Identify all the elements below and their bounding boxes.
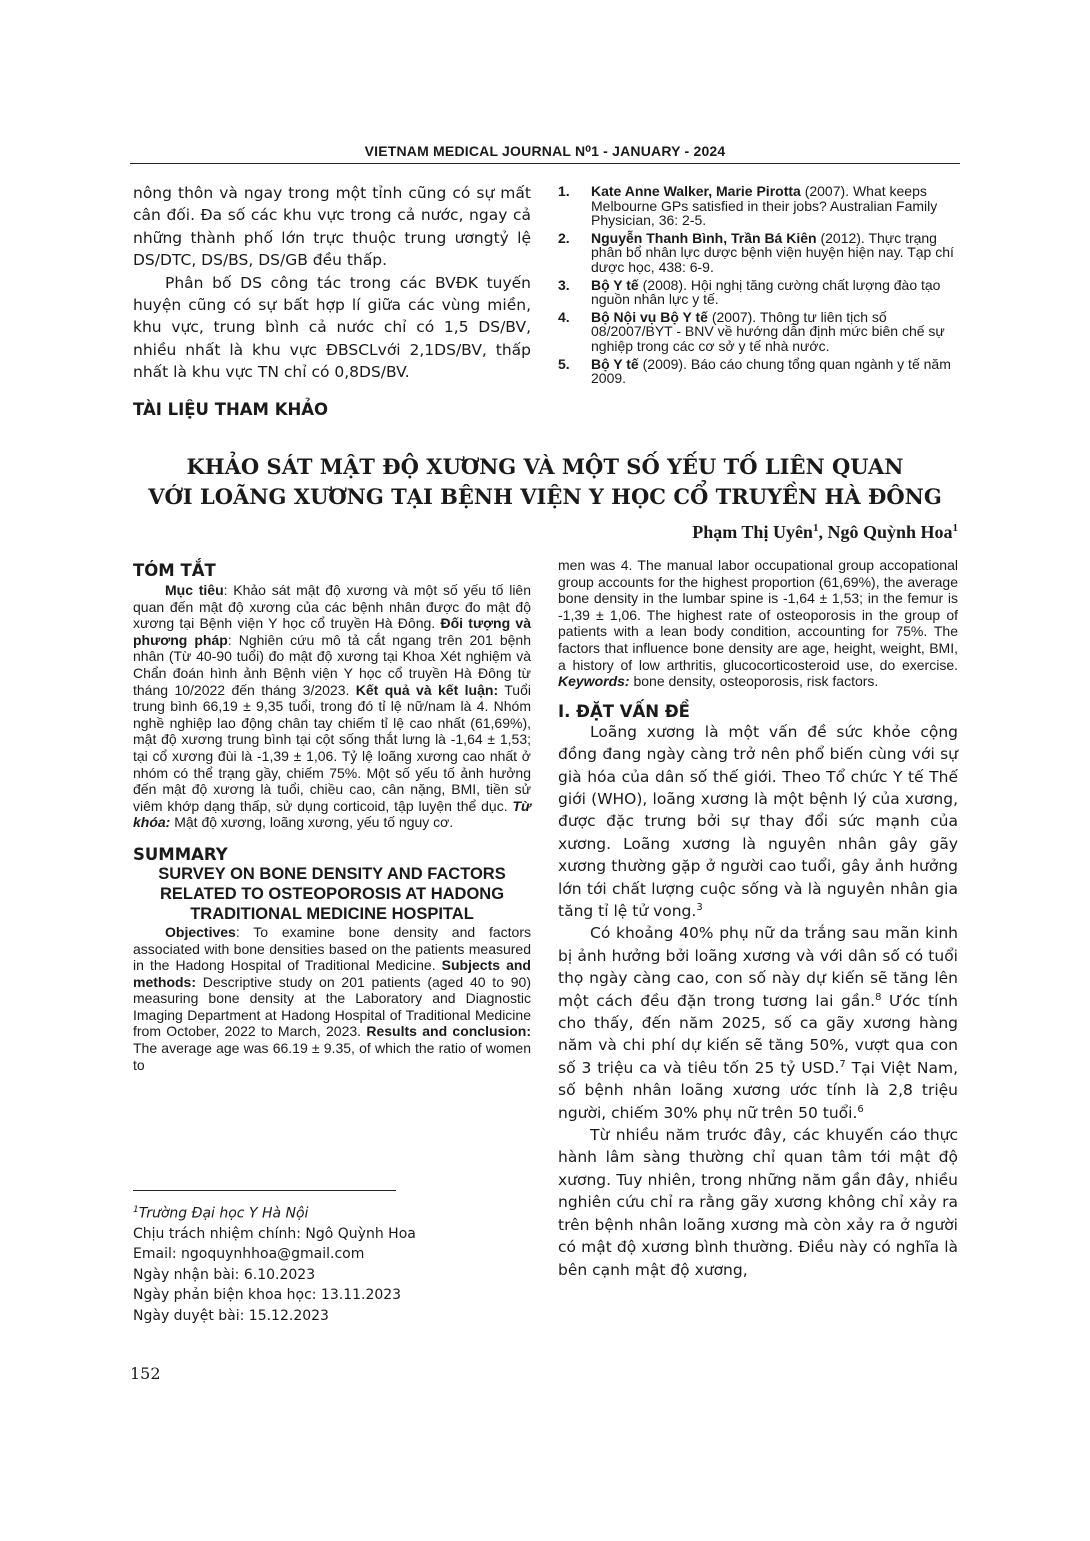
reference-item xyxy=(558,278,958,307)
reference-text: (2007). Thông tư liên tịch số 08/2007/BYT - BNV về hướng dẫn định mức biên chế sự nghiệp trong các cơ sở y tế nhà nước. xyxy=(591,308,945,354)
abstract-vi-heading: TÓM TẮT xyxy=(133,561,216,580)
intro-heading: I. ĐẶT VẤN ĐỀ xyxy=(558,701,690,721)
reference-text: (2007). What keeps Melbourne GPs satisfied in their jobs? Australian Family Physician, 36: 2-5. xyxy=(591,183,938,229)
reference-text: (2009). Báo cáo chung tổng quan ngành y tế năm 2009. xyxy=(591,355,951,387)
label-keywords: Từ khóa: xyxy=(133,797,531,831)
prev-para-1: nông thôn và ngay trong một tỉnh cũng có sự mất cân đối. Đa số các khu vực trong cả nước, ngay cả những thành phố lớn trực thuộc trung ươngtỷ lệ DS/DTC, DS/BS, DS/GB đều thấp. xyxy=(133,184,531,270)
reference-number: 2. xyxy=(558,229,570,246)
article-title-line-2: VỚI LOÃNG XƯƠNG TẠI BỆNH VIỆN Y HỌC CỔ TRUYỀN HÀ ĐÔNG xyxy=(148,484,942,509)
citation: 3 xyxy=(696,901,703,913)
author-1: Phạm Thị Uyên xyxy=(692,522,813,542)
citation: 6 xyxy=(857,1103,864,1115)
label-subjects-methods: Subjects and methods: xyxy=(133,957,531,990)
article-title xyxy=(130,452,960,512)
label-objective: Mục tiêu xyxy=(165,582,224,598)
intro-para-2b: Ước tính cho thấy, đến năm 2025, số ca gãy xương hàng năm và chi phí dự kiến sẽ tăng 50%, vượt qua con số 3 triệu ca và tiêu tốn 25 tỷ USD. xyxy=(558,991,958,1077)
article-title-line-1: KHẢO SÁT MẬT ĐỘ XƯƠNG VÀ MỘT SỐ YẾU TỐ LIÊN QUAN xyxy=(186,454,904,479)
reference-item xyxy=(558,357,958,386)
right-column-body xyxy=(558,557,958,1281)
text-objectives: : To examine bone density and factors associated with bone densities based on the patients measured in the Hadong Hospital of Traditional Medicine. xyxy=(133,923,531,974)
label-keywords-en: Keywords: xyxy=(558,673,630,690)
abstracts xyxy=(133,561,531,1073)
footnote-affiliation xyxy=(133,1200,531,1224)
intro-para-2a: Có khoảng 40% phụ nữ da trắng sau mãn kinh bị ảnh hưởng bởi loãng xương và với dân số có tuổi thọ ngày càng cao, con số này dự kiến sẽ tăng lên một cách đều đặn trong tương lai gần. xyxy=(558,924,958,1010)
text-summary-continued: men was 4. The manual labor occupational group accopational group accounts for the highest proportion (61,69%), the average bone density in the lumbar spine is -1,64 ± 1,53; in the femur is -1,39 ± 1,06. The highest rate of osteoporosis in the group of patients with a lean body condition, accounting for 75%. The factors that influence bone density are age, height, weight, BMI, a history of low arthritis, glucocorticosteroid use, do exercise. xyxy=(558,557,958,673)
summary-title: SURVEY ON BONE DENSITY AND FACTORS RELATED TO OSTEOPOROSIS AT HADONG TRADITIONAL MEDICINE HOSPITAL xyxy=(158,864,506,923)
summary-heading: SUMMARY xyxy=(133,844,228,864)
label-objectives: Objectives xyxy=(165,923,236,940)
footnotes xyxy=(133,1200,531,1326)
journal-header: VIETNAM MEDICAL JOURNAL N⁰1 - JANUARY - 2024 xyxy=(364,143,726,159)
prev-para-2: Phân bố DS công tác trong các BVĐK tuyến huyện cũng có sự bất hợp lí giữa các vùng miền, khu vực, trung bình cả nước chỉ có 1,5 DS/BV, nhiều nhất là khu vực ĐBSCLvới 2,1DS/BV, thấp nhất là khu vực TN chỉ có 0,8DS/BV. xyxy=(133,273,531,382)
intro-para-2 xyxy=(558,922,958,1124)
reference-text: (2008). Hội nghị tăng cường chất lượng đào tạo nguồn nhân lực y tế. xyxy=(591,276,941,308)
label-results: Kết quả và kết luận: xyxy=(355,681,499,698)
intro-para-3: Từ nhiều năm trước đây, các khuyến cáo thực hành lâm sàng thường chỉ quan tâm tới mật độ xương. Tuy nhiên, trong những năm gần đây, nhiều nghiên cứu chỉ ra rằng gãy xương không chỉ xảy ra trên bệnh nhân loãng xương mà còn xảy ra ở người có mật độ xương bình thường. Điều này có nghĩa là bên cạnh mật độ xương, xyxy=(558,1126,958,1279)
reference-text: (2012). Thực trạng phân bổ nhân lực dược bệnh viện huyện hiện nay. Tạp chí dược học, 438: 6-9. xyxy=(591,229,954,275)
text-subjects-methods: Descriptive study on 201 patients (aged 40 to 90) measuring bone density at the Laboratory and Diagnostic Imaging Department at Hadong Hospital of Traditional Medicine from October, 2022 to March, 2023. xyxy=(133,973,531,1040)
affiliation-text: Trường Đại học Y Hà Nội xyxy=(138,1205,309,1222)
references xyxy=(558,184,958,389)
summary-body xyxy=(133,924,531,1073)
text-results-conclusion: The average age was 66.19 ± 9.35, of which the ratio of women to xyxy=(133,1040,531,1073)
text-results: Tuổi trung bình 66,19 ± 9,35 tuổi, trong đó tỉ lệ nữ/nam là 4. Nhóm nghề nghiệp lao động chân tay chiếm tỉ lệ cao nhất (61,69%), mật độ xương trung bình tại cột sống thắt lưng là -1,64 ± 1,53; tại cổ xương đùi là -1,39 ± 1,06. Tỷ lệ loãng xương cao nhất ở nhóm có thể trạng gầy, chiếm 75%. Một số yếu tố ảnh hưởng đến mật độ xương là tuổi, chiều cao, cân nặng, BMI, tiền sử viêm khớp dạng thấp, sử dụng corticoid, tập luyện thể dục. xyxy=(133,681,531,814)
page-number: 152 xyxy=(130,1364,161,1383)
label-methods: Đối tượng và phương pháp xyxy=(133,615,531,648)
label-results-conclusion: Results and conclusion: xyxy=(366,1023,531,1040)
reference-list xyxy=(558,184,958,386)
references-heading: TÀI LIỆU THAM KHẢO xyxy=(133,399,329,419)
footnote-marker: 1 xyxy=(133,1205,139,1215)
reference-number: 3. xyxy=(558,276,570,293)
reference-authors: Nguyễn Thanh Bình, Trần Bá Kiên xyxy=(591,229,817,246)
reference-authors: Bộ Y tế xyxy=(591,355,639,372)
citation: 8 xyxy=(875,991,882,1003)
reference-number: 1. xyxy=(558,183,570,199)
reference-item xyxy=(558,184,958,228)
reference-number: 4. xyxy=(558,308,570,325)
reference-number: 5. xyxy=(558,355,570,372)
intro-para-1 xyxy=(558,721,958,923)
summary-continued xyxy=(558,557,958,690)
reference-authors: Kate Anne Walker, Marie Pirotta xyxy=(591,183,801,199)
reference-item xyxy=(558,310,958,354)
abstract-vi-body xyxy=(133,582,531,831)
header-rule xyxy=(130,163,960,164)
text-keywords: Mật độ xương, loãng xương, yếu tố nguy cơ. xyxy=(170,814,454,831)
reference-item xyxy=(558,231,958,275)
text-methods: : Nghiên cứu mô tả cắt ngang trên 201 bệnh nhân (Từ 40-90 tuổi) đo mật độ xương tại Khoa Xét nghiệm và Chẩn đoán hình ảnh Bệnh viện Y học cổ truyền Hà Đông từ tháng 10/2022 đến tháng 3/2023. xyxy=(133,631,531,698)
footnote-rule xyxy=(133,1190,396,1191)
footnote-email: Email: ngoquynhhoa@gmail.com xyxy=(133,1246,365,1263)
text-keywords-en: bone density, osteoporosis, risk factors. xyxy=(629,673,879,690)
footnote-reviewed: Ngày phản biện khoa học: 13.11.2023 xyxy=(133,1287,402,1304)
footnote-responsible: Chịu trách nhiệm chính: Ngô Quỳnh Hoa xyxy=(133,1226,416,1243)
intro-para-1-text: Loãng xương là một vấn đề sức khỏe cộng đồng đang ngày càng trở nên phổ biến cùng với sự già hóa của dân số thế giới. Theo Tổ chức Y tế Thế giới (WHO), loãng xương là một bệnh lý của xương, được đặc trưng bởi sự thay đổi sức mạnh của xương. Loãng xương là nguyên nhân gây gãy xương thường gặp ở người cao tuổi, gây ảnh hưởng lớn tới chất lượng cuộc sống và là nguyên nhân gia tăng tỉ lệ tử vong. xyxy=(558,722,958,920)
reference-authors: Bộ Y tế xyxy=(591,276,639,293)
article-authors xyxy=(560,522,958,543)
author-2: Ngô Quỳnh Hoa xyxy=(827,522,953,542)
footnote-received: Ngày nhận bài: 6.10.2023 xyxy=(133,1266,316,1283)
author-1-affiliation: 1 xyxy=(812,522,819,534)
author-separator: , xyxy=(818,522,828,542)
citation: 7 xyxy=(839,1058,846,1070)
intro-para-2c: Tại Việt Nam, số bệnh nhân loãng xương ước tính là 2,8 triệu người, chiếm 30% phụ nữ trên 50 tuổi. xyxy=(558,1058,959,1122)
footnote-accepted: Ngày duyệt bài: 15.12.2023 xyxy=(133,1307,329,1324)
text-objective: : Khảo sát mật độ xương và một số yếu tố liên quan đến mật độ xương của các bệnh nhân được đo mật độ xương tại Bệnh viện Y học cổ truyền Hà Đông. xyxy=(133,582,531,632)
prev-article-text xyxy=(133,182,531,419)
author-2-affiliation: 1 xyxy=(952,522,958,534)
reference-authors: Bộ Nội vụ Bộ Y tế xyxy=(591,308,708,325)
